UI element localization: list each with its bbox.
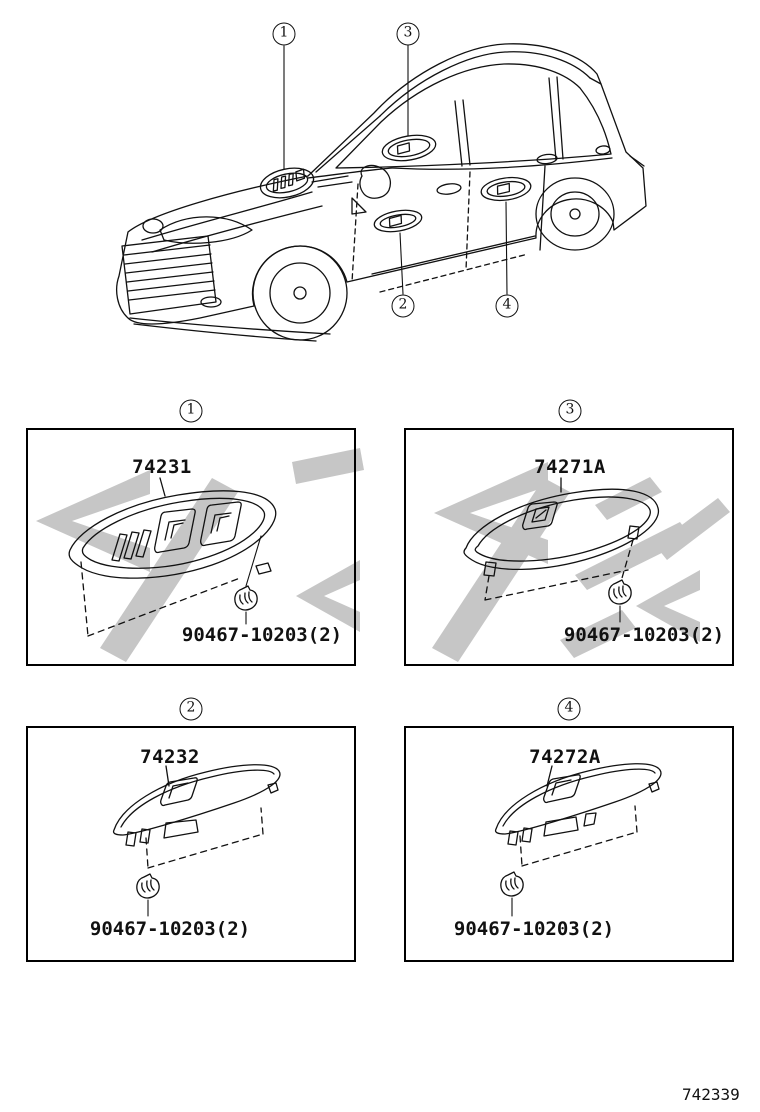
detail-box-3 [404, 428, 734, 666]
front-wheel [253, 246, 347, 340]
box-callout-1: 1 [180, 400, 203, 423]
rear-wheel [536, 178, 614, 250]
car-body-outline [117, 44, 646, 324]
car-callout-2: 2 [392, 295, 415, 318]
detail-box-1 [26, 428, 356, 666]
clip-part-number-4: 90467-10203(2) [453, 918, 615, 940]
car-callout-4: 4 [496, 295, 519, 318]
box-callout-3: 3 [559, 400, 582, 423]
detail-box-4 [404, 726, 734, 962]
car-line-art [70, 15, 670, 350]
car-callout-1: 1 [273, 23, 296, 46]
clip-part-number-2: 90467-10203(2) [89, 918, 251, 940]
switch-panel-marker-3 [380, 131, 437, 164]
detail-box-2 [26, 726, 356, 962]
part-number-74272A: 74272A [529, 746, 601, 768]
clip-part-number-1: 90467-10203(2) [181, 624, 343, 646]
part-number-74232: 74232 [140, 746, 200, 768]
part-number-74271A: 74271A [534, 456, 606, 478]
switch-panel-marker-2 [373, 207, 424, 235]
car-callout-3: 3 [397, 23, 420, 46]
box-callout-4: 4 [558, 698, 581, 721]
switch-panel-marker-1 [258, 164, 317, 203]
door-handles [436, 145, 610, 195]
callout-leader-lines [284, 45, 507, 294]
side-mirror [352, 165, 390, 214]
switch-panel-marker-4 [480, 175, 533, 204]
box-callout-2: 2 [180, 698, 203, 721]
clip-part-number-3: 90467-10203(2) [563, 624, 725, 646]
part-number-74231: 74231 [132, 456, 192, 478]
figure-number: 742339 [682, 1085, 740, 1104]
